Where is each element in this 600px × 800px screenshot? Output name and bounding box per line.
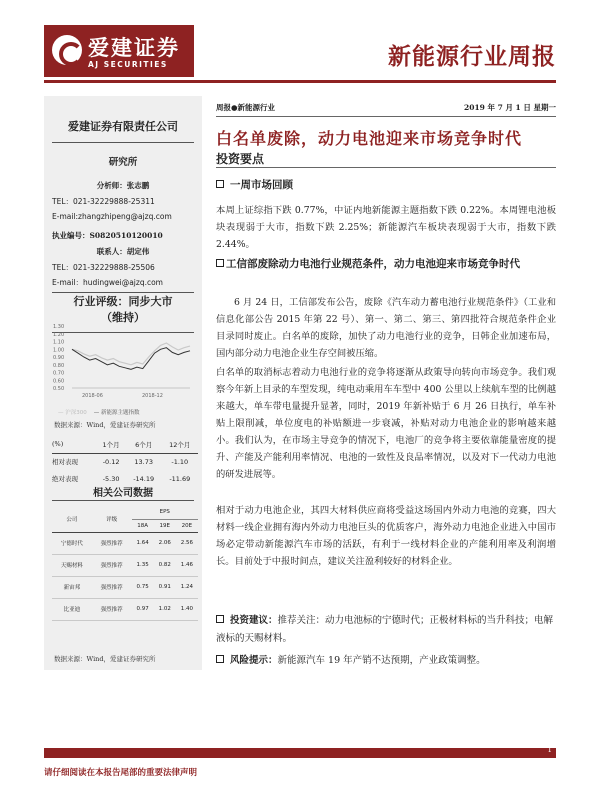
section-heading-market-review	[216, 177, 556, 194]
policy-paragraph-2: 白名单的取消标志着动力电池行业的竞争将逐渐从政策导向转向市场竞争。我们观察今年新上目录的车型发现，纯电动乘用车车型中 400 公里以上续航车型的比例越来越大，单车带电量提升显著，同时，2019 年新补贴于 6 月 26 日执行，单车补贴上限削减，单位度电的补贴额进一步衰减，补贴对动力电池企业的影响越来越小。我们认为，在市场主导竞争的情况下，电池厂的竞争将主要依靠能量密度的提升、产能及产能利用率情况、电池的一致性及良品率情况，以及对下一代动力电池的研发进展等。	[216, 367, 556, 480]
table-cell: 新宙邦	[52, 576, 92, 598]
table-cell: 强烈推荐	[92, 598, 132, 620]
analyst-cert-number: 执业编号：S0820510120010	[52, 231, 163, 240]
y-tick-label: 1.10	[53, 339, 65, 346]
report-type-title: 新能源行业周报	[388, 43, 556, 70]
page-title: 白名单废除，动力电池迎来市场竞争时代	[216, 129, 523, 148]
summary-divider	[216, 167, 556, 168]
table-cell: 绝对表现	[52, 475, 78, 483]
performance-table	[52, 436, 198, 487]
contact-tel: TEL：021-32229888-25506	[52, 263, 155, 272]
advice-text: 推荐关注：动力电池标的宁德时代；正极材料标的当升科技；电解液标的天赐材料。	[216, 615, 554, 644]
table-cell: -0.12	[102, 457, 120, 466]
table-cell: -5.30	[102, 474, 120, 483]
table-cell: -1.10	[171, 457, 189, 466]
meta-divider	[216, 116, 556, 117]
legend-newenergy: — 新能源主题指数	[93, 410, 140, 416]
y-tick-label: 1.00	[53, 347, 65, 354]
series-line-newenergy	[72, 348, 190, 370]
y-tick-label: 0.90	[53, 355, 65, 361]
table-row	[52, 453, 198, 470]
advice-label: 投资建议：	[230, 615, 278, 626]
index-performance-chart	[52, 322, 194, 400]
y-tick-label: 0.70	[53, 370, 65, 377]
table-cell: 0.97	[132, 598, 154, 620]
table-cell: -11.69	[169, 474, 191, 483]
table-cell: -14.19	[133, 474, 155, 483]
sidebar-company: 爱建证券有限责任公司	[68, 120, 178, 133]
checkbox-bullet-icon	[216, 655, 224, 663]
analyst-tel: TEL：021-32229888-25311	[52, 197, 155, 206]
table-cell: 1.35	[132, 554, 154, 576]
table-cell: 0.91	[154, 576, 176, 598]
sidebar-institute: 研究所	[108, 157, 138, 168]
table-row	[52, 532, 198, 554]
series-line-csi300	[72, 343, 190, 365]
table-cell: 1.02	[154, 598, 176, 620]
policy-paragraph-3: 相对于动力电池企业，其四大材料供应商将受益这场国内外动力电池的竞赛，四大材料一线企业拥有海内外动力电池巨头的优质客户，海外动力电池企业进入中国市场必定带动新能源汽车市场的活跃，有利于一线材料企业的产能利用率及利润增长。目前处于中报时间点，建议关注盈利较好的材料企业。	[216, 505, 556, 567]
section-heading-text: 工信部废除动力电池行业规范条件，动力电池迎来市场竞争时代	[226, 258, 520, 270]
table-cell: 强烈推荐	[92, 554, 132, 576]
section-heading-text: 一周市场回顾	[230, 179, 293, 191]
section-heading-policy	[216, 256, 556, 273]
risk-label: 风险提示：	[230, 655, 278, 666]
checkbox-bullet-icon	[216, 180, 224, 188]
legal-disclaimer-note: 请仔细阅读在本报告尾部的重要法律声明	[44, 768, 198, 778]
y-tick-label: 1.30	[53, 324, 65, 330]
table-row	[52, 576, 198, 598]
table-cell: 13.73	[134, 457, 153, 466]
table-source: 数据来源：Wind，爱建证券研究所	[54, 655, 156, 663]
table-cell: 0.75	[132, 576, 154, 598]
contact-name: 联系人：胡定伟	[96, 247, 150, 256]
table-header-row	[52, 436, 198, 453]
related-companies-title: 相关公司数据	[93, 488, 153, 499]
table-header: 评级	[92, 506, 132, 532]
table-cell: 2.06	[154, 532, 176, 554]
table-cell: 1.40	[176, 598, 198, 620]
x-tick-label: 2018-06	[82, 393, 103, 399]
table-header: 1个月	[96, 436, 125, 453]
chart-source: 数据来源：Wind，爱建证券研究所	[54, 421, 156, 429]
contact-email: E-mail：hudingwei@ajzq.com	[52, 278, 163, 287]
sidebar-divider	[52, 292, 194, 293]
table-header: 18A	[132, 519, 154, 532]
table-header: (%)	[52, 436, 96, 453]
table-cell: 强烈推荐	[92, 532, 132, 554]
table-header: 6个月	[126, 436, 162, 453]
footer-bar	[44, 748, 556, 758]
table-cell: 1.24	[176, 576, 198, 598]
table-cell: 宁德时代	[52, 532, 92, 554]
y-tick-label: 0.60	[53, 378, 65, 385]
company-data-table	[52, 506, 198, 621]
risk-text: 新能源汽车 19 年产销不达预期，产业政策调整。	[277, 655, 486, 666]
sidebar-divider	[52, 500, 194, 501]
report-date: 2019 年 7 月 1 日 星期一	[464, 103, 556, 112]
table-cell: 1.64	[132, 532, 154, 554]
table-header: 19E	[154, 519, 176, 532]
header-divider	[44, 80, 556, 83]
analyst-email: E-mail:zhangzhipeng@ajzq.com	[52, 212, 172, 221]
table-row	[52, 598, 198, 620]
policy-paragraph-1: 6 月 24 日，工信部发布公告，废除《汽车动力蓄电池行业规范条件》（工业和信息化部公告 2015 年第 22 号）、第一、第二、第三、第四批符合规范条件企业目录同时废止。白名单的废除，加快了动力电池行业的竞争，日韩企业加速布局，国内部分动力电池企业生存空间被压缩。	[216, 297, 556, 359]
table-header: 公司	[52, 506, 92, 532]
legend-csi300: — 沪深300	[58, 410, 87, 416]
company-logo	[44, 25, 194, 77]
checkbox-bullet-icon	[216, 615, 224, 623]
table-row	[52, 554, 198, 576]
table-cell: 2.56	[176, 532, 198, 554]
table-cell: 1.46	[176, 554, 198, 576]
table-cell: 比亚迪	[52, 598, 92, 620]
table-cell: 天赐材料	[52, 554, 92, 576]
investment-advice	[216, 612, 556, 648]
risk-warning	[216, 652, 556, 670]
summary-label: 投资要点	[216, 152, 265, 166]
table-header: 12个月	[162, 436, 198, 453]
report-category: 周报●新能源行业	[216, 103, 276, 112]
table-cell: 0.82	[154, 554, 176, 576]
y-tick-label: 0.80	[53, 362, 65, 369]
page-number: 1	[547, 746, 552, 754]
y-tick-label: 1.20	[53, 331, 65, 338]
table-header: EPS	[132, 506, 198, 519]
table-cell: 强烈推荐	[92, 576, 132, 598]
industry-rating: 行业评级：同步大市	[73, 295, 173, 308]
table-cell: 相对表现	[52, 458, 78, 467]
table-header: 20E	[176, 519, 198, 532]
table-header-row	[52, 506, 198, 519]
x-tick-label: 2018-12	[142, 393, 163, 399]
logo-english-name: AJ SECURITIES	[88, 60, 168, 69]
y-tick-label: 0.50	[53, 386, 65, 392]
analyst-name: 分析师：张志鹏	[96, 181, 150, 190]
market-review-paragraph: 本周上证综指下跌 0.77%，中证内地新能源主题指数下跌 0.22%。本周锂电池板块表现弱于大市，指数下跌 2.25%；新能源汽车板块表现弱于大市，指数下跌 2.44%。	[216, 205, 556, 250]
sidebar-divider	[52, 142, 194, 143]
industry-rating-note: （维持）	[101, 311, 145, 324]
logo-chinese-name: 爱建证券	[88, 35, 180, 60]
checkbox-bullet-icon	[216, 259, 224, 267]
logo-emblem-icon	[52, 35, 82, 65]
